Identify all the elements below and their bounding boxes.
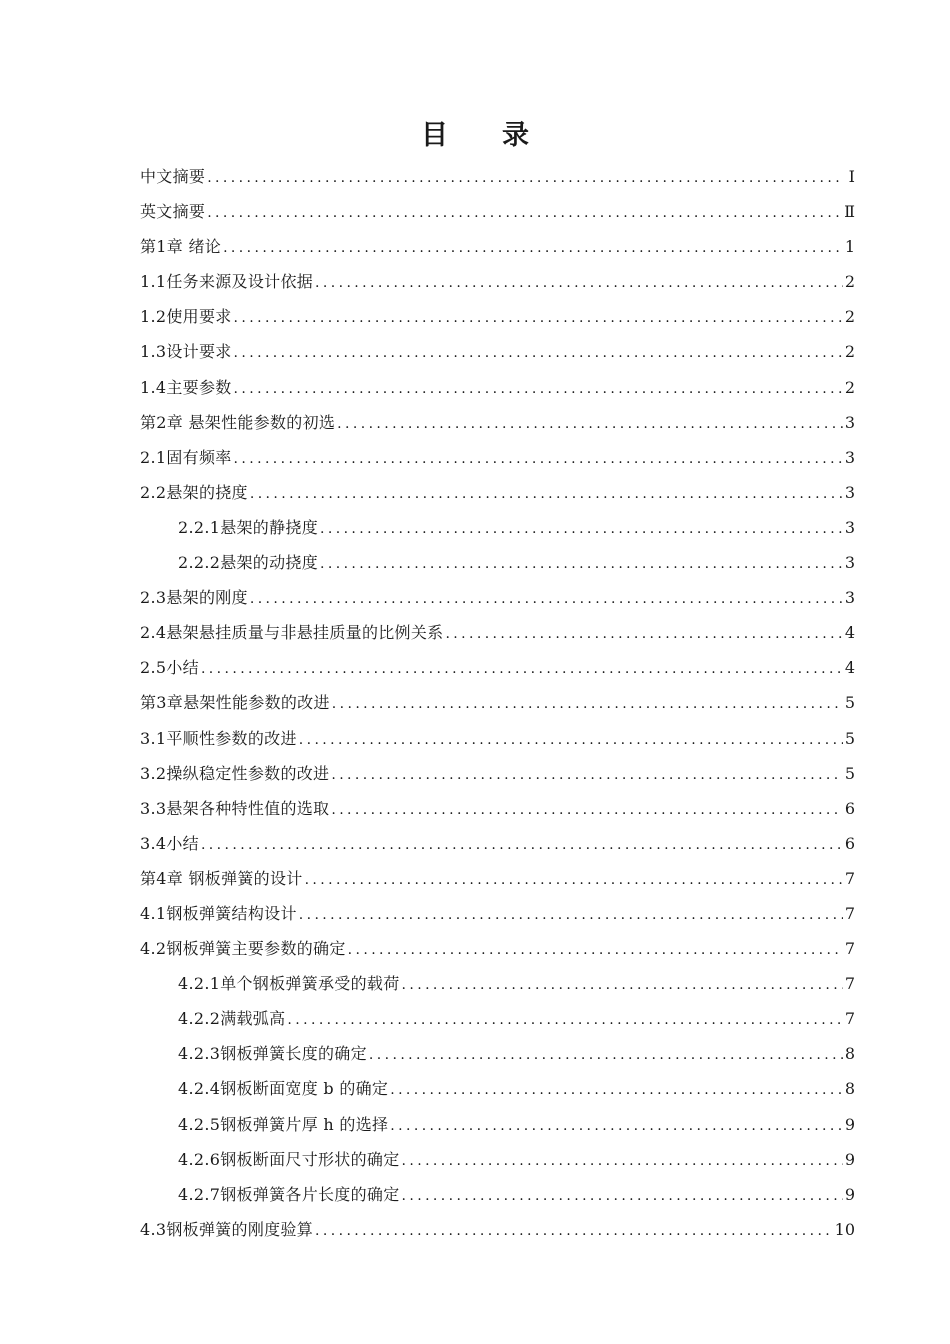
toc-entry-label: 2.2.1悬架的静挠度 <box>178 517 319 537</box>
table-of-contents <box>140 159 855 1247</box>
toc-entry-label: 4.1钢板弹簧结构设计 <box>140 903 297 923</box>
toc-entry[interactable] <box>140 721 855 756</box>
toc-dot-leader <box>320 547 843 582</box>
toc-entry-page-number: 1 <box>844 237 855 257</box>
toc-entry-page-number: 3 <box>844 553 855 573</box>
toc-dot-leader <box>250 477 843 512</box>
toc-entry[interactable] <box>140 545 855 580</box>
toc-entry-label: 第1章 绪论 <box>140 237 222 257</box>
toc-entry-page-number: 6 <box>844 798 855 818</box>
toc-entry-page-number: 3 <box>844 588 855 608</box>
toc-dot-leader <box>207 196 842 231</box>
toc-entry-label: 2.2悬架的挠度 <box>140 482 248 502</box>
toc-entry-page-number: 3 <box>844 517 855 537</box>
toc-dot-leader <box>234 442 843 477</box>
toc-entry-label: 4.3钢板弹簧的刚度验算 <box>140 1219 314 1239</box>
toc-entry-label: 1.1任务来源及设计依据 <box>140 272 314 292</box>
toc-entry-page-number: 7 <box>844 939 855 959</box>
toc-entry[interactable] <box>140 580 855 615</box>
toc-entry[interactable] <box>140 791 855 826</box>
toc-entry[interactable] <box>140 615 855 650</box>
toc-entry-page-number: 5 <box>844 728 855 748</box>
toc-entry[interactable] <box>140 896 855 931</box>
toc-entry[interactable] <box>140 966 855 1001</box>
toc-dot-leader <box>223 231 843 266</box>
toc-entry-label: 3.3悬架各种特性值的选取 <box>140 798 330 818</box>
toc-dot-leader <box>402 1144 843 1179</box>
toc-entry-page-number: 9 <box>844 1114 855 1134</box>
toc-entry[interactable] <box>140 756 855 791</box>
toc-dot-leader <box>402 1179 843 1214</box>
toc-entry-label: 3.2操纵稳定性参数的改进 <box>140 763 330 783</box>
toc-entry-page-number: 5 <box>844 693 855 713</box>
toc-entry-label: 第2章 悬架性能参数的初选 <box>140 412 336 432</box>
toc-entry-label: 2.1固有频率 <box>140 447 232 467</box>
toc-entry-label: 4.2.7钢板弹簧各片长度的确定 <box>178 1184 400 1204</box>
toc-dot-leader <box>234 336 843 371</box>
toc-dot-leader <box>287 1003 842 1038</box>
toc-entry-page-number: 3 <box>844 447 855 467</box>
toc-dot-leader <box>320 512 843 547</box>
toc-entry[interactable] <box>140 1142 855 1177</box>
toc-entry[interactable] <box>140 826 855 861</box>
toc-entry-label: 4.2.3钢板弹簧长度的确定 <box>178 1044 367 1064</box>
toc-dot-leader <box>369 1038 843 1073</box>
toc-entry-page-number: 2 <box>844 342 855 362</box>
toc-entry-page-number: 10 <box>834 1219 855 1239</box>
toc-entry-page-number: 4 <box>844 623 855 643</box>
toc-dot-leader <box>337 407 843 442</box>
toc-entry[interactable] <box>140 194 855 229</box>
toc-dot-leader <box>331 793 842 828</box>
toc-entry-page-number: 9 <box>844 1184 855 1204</box>
toc-entry[interactable] <box>140 159 855 194</box>
toc-entry-page-number: 6 <box>844 833 855 853</box>
toc-entry-page-number: 3 <box>844 412 855 432</box>
toc-entry[interactable] <box>140 334 855 369</box>
toc-entry-label: 4.2.4钢板断面宽度 b 的确定 <box>178 1079 389 1099</box>
page-title <box>0 118 950 154</box>
toc-entry-label: 3.1平顺性参数的改进 <box>140 728 297 748</box>
toc-dot-leader <box>315 1214 833 1249</box>
toc-entry-label: 中文摘要 <box>140 167 206 186</box>
toc-dot-leader <box>234 301 843 336</box>
toc-dot-leader <box>299 723 843 758</box>
toc-entry[interactable] <box>140 229 855 264</box>
toc-entry-label: 英文摘要 <box>140 202 206 222</box>
toc-entry[interactable] <box>140 931 855 966</box>
toc-entry[interactable] <box>140 861 855 896</box>
toc-entry-page-number: 7 <box>844 868 855 888</box>
toc-entry[interactable] <box>140 1212 855 1247</box>
toc-dot-leader <box>445 617 842 652</box>
toc-entry-label: 4.2.5钢板弹簧片厚 h 的选择 <box>178 1114 389 1134</box>
toc-entry[interactable] <box>140 299 855 334</box>
toc-entry-page-number: 7 <box>844 903 855 923</box>
toc-dot-leader <box>332 687 843 722</box>
toc-entry-page-number: 3 <box>844 482 855 502</box>
toc-entry[interactable] <box>140 650 855 685</box>
toc-entry-label: 2.5小结 <box>140 658 199 678</box>
toc-dot-leader <box>201 652 843 687</box>
toc-entry-page-number: 2 <box>844 377 855 397</box>
toc-entry-page-number: 8 <box>844 1079 855 1099</box>
toc-entry-label: 4.2钢板弹簧主要参数的确定 <box>140 939 346 959</box>
toc-entry-page-number: 4 <box>844 658 855 678</box>
toc-dot-leader <box>315 266 843 301</box>
toc-entry-label: 第3章悬架性能参数的改进 <box>140 693 330 713</box>
toc-entry-label: 2.2.2悬架的动挠度 <box>178 553 319 573</box>
toc-entry-label: 1.3设计要求 <box>140 342 232 362</box>
toc-entry-page-number: 7 <box>844 1009 855 1029</box>
toc-entry[interactable] <box>140 370 855 405</box>
toc-entry[interactable] <box>140 440 855 475</box>
toc-entry-label: 4.2.6钢板断面尺寸形状的确定 <box>178 1149 400 1169</box>
toc-entry[interactable] <box>140 1071 855 1106</box>
toc-entry-label: 3.4小结 <box>140 833 199 853</box>
toc-dot-leader <box>234 372 843 407</box>
toc-entry-page-number: 2 <box>844 307 855 327</box>
toc-entry-label: 1.2使用要求 <box>140 307 232 327</box>
toc-entry-page-number: Ⅱ <box>844 202 855 222</box>
toc-entry-label: 2.3悬架的刚度 <box>140 588 248 608</box>
toc-entry-label: 4.2.1单个钢板弹簧承受的载荷 <box>178 974 400 994</box>
toc-entry[interactable] <box>140 1036 855 1071</box>
toc-entry-label: 2.4悬架悬挂质量与非悬挂质量的比例关系 <box>140 623 444 643</box>
toc-dot-leader <box>201 828 843 863</box>
toc-entry-page-number: 8 <box>844 1044 855 1064</box>
toc-entry[interactable] <box>140 475 855 510</box>
toc-dot-leader <box>250 582 843 617</box>
toc-entry[interactable] <box>140 1177 855 1212</box>
toc-dot-leader <box>390 1073 843 1108</box>
toc-entry[interactable] <box>140 1001 855 1036</box>
toc-entry-label: 4.2.2满载弧高 <box>178 1009 286 1029</box>
toc-dot-leader <box>402 968 843 1003</box>
toc-entry[interactable] <box>140 264 855 299</box>
toc-entry-page-number: 5 <box>844 763 855 783</box>
toc-dot-leader <box>331 758 842 793</box>
toc-entry[interactable] <box>140 1107 855 1142</box>
toc-entry-page-number: 2 <box>844 272 855 292</box>
page-title-part1: 目 <box>421 120 448 151</box>
toc-entry-page-number: Ⅰ <box>848 167 855 186</box>
toc-dot-leader <box>207 161 843 196</box>
page-title-part2: 录 <box>502 120 529 151</box>
toc-entry-label: 第4章 钢板弹簧的设计 <box>140 868 303 888</box>
toc-dot-leader <box>305 863 843 898</box>
toc-entry-page-number: 9 <box>844 1149 855 1169</box>
toc-entry[interactable] <box>140 510 855 545</box>
toc-entry-page-number: 7 <box>844 974 855 994</box>
toc-entry[interactable] <box>140 405 855 440</box>
toc-entry[interactable] <box>140 685 855 720</box>
toc-dot-leader <box>348 933 843 968</box>
toc-entry-label: 1.4主要参数 <box>140 377 232 397</box>
toc-dot-leader <box>390 1109 843 1144</box>
toc-dot-leader <box>299 898 843 933</box>
